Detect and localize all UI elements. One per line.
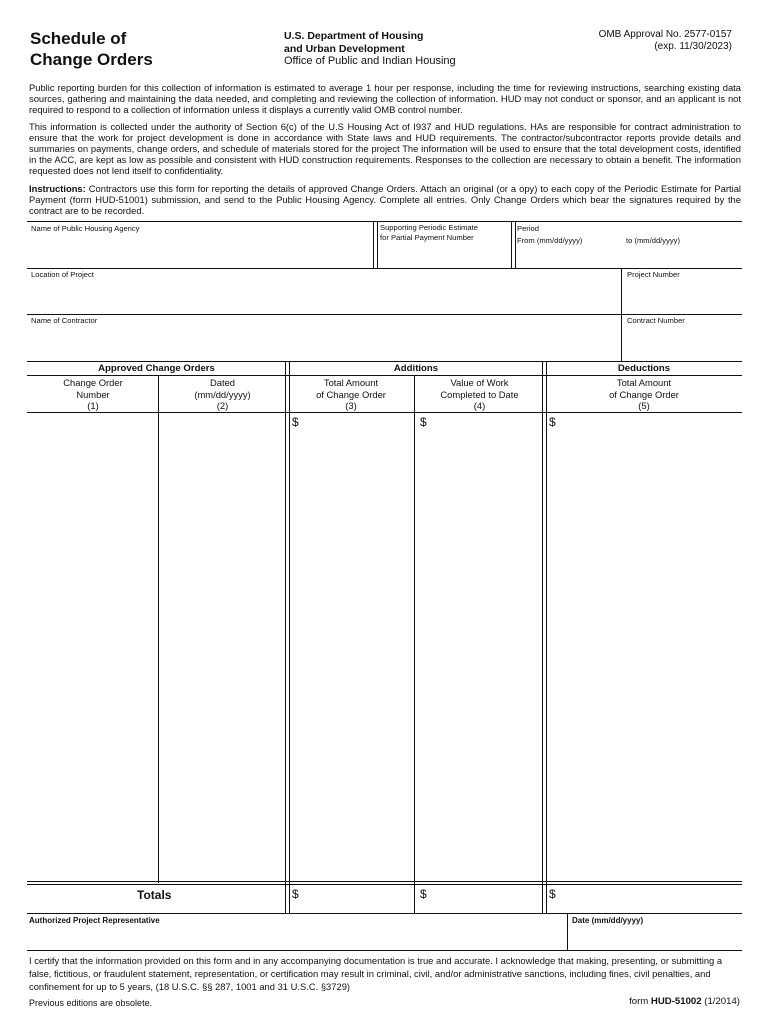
form-prefix: form [629,996,649,1007]
dollar-sign: $ [292,415,299,429]
col1-line2: Number [76,388,110,400]
form-id: HUD-51002 [650,996,702,1007]
dollar-sign: $ [292,887,299,901]
form-date: (1/2014) [704,996,740,1007]
from-date-input[interactable] [517,247,622,266]
change-order-number-cells[interactable] [28,413,158,882]
estimate-number-input[interactable] [378,245,510,266]
authorized-rep-signature[interactable] [28,927,565,949]
dollar-sign: $ [420,415,427,429]
project-number-label: Project Number [627,270,680,279]
contract-number-label: Contract Number [627,316,685,325]
dollar-sign: $ [420,887,427,901]
rule [27,375,742,376]
title-line-1: Schedule of [30,29,127,48]
value-of-work-cells[interactable] [416,430,541,882]
estimate-label-line-1: Supporting Periodic Estimate [380,223,478,232]
rule [27,361,742,362]
col3-line2: of Change Order [316,388,386,400]
date-label: Date (mm/dd/yyyy) [572,916,644,925]
form-number [629,996,740,1007]
additions-total-cells[interactable] [290,430,413,882]
authorized-rep-label: Authorized Project Representative [29,916,160,925]
period-label: Period [517,224,539,233]
col-deductions-total [547,377,741,412]
additions-total-input[interactable] [302,886,412,912]
authority-statement: This information is collected under the authority of Section 6(c) of the U.S Housing Act of I937 and HUD regulations. HAs are responsible for contract administration to ensure that the work for project development is done in accordance with State laws and HUD requirements. The contractor/subcontractor reports provide details and summaries on payments, change orders, and schedule of materials stored for the project The information will be used to ensure that the total development costs, identified in the ACC, are kept as low as possible and consistent with HUD construction requirements. Responses to the collection are necessary to obtain a benefit. The information requested does not lend itself to confidentiality. [29,121,741,176]
contractor-input[interactable] [28,327,618,359]
to-date-input[interactable] [626,247,738,266]
deductions-total-cells[interactable] [547,430,741,882]
rule [27,268,742,269]
rule [27,913,742,914]
col3-line1: Total Amount [323,377,379,388]
from-label: From (mm/dd/yyyy) [517,236,583,245]
dollar-sign: $ [549,415,556,429]
department-block [284,30,514,68]
location-label: Location of Project [31,270,94,279]
col4-line2: Completed to Date [440,388,519,400]
previous-editions-note: Previous editions are obsolete. [29,998,153,1008]
col2-line3: (2) [216,400,229,411]
estimate-label-line-2: for Partial Payment Number [380,233,474,242]
signature-date-input[interactable] [570,927,740,949]
omb-approval [512,29,732,53]
certification-statement: I certify that the information provided on this form and in any accompanying documentation is true and accurate. I acknowledge that making, presenting, or submitting a false, fictitious, or fraudulent statement, representation, or certification may result in criminal, civil, and/or administrative sanctions, including fines, civil penalties, and confinement for up to 5 years, (18 U.S.C. §§ 287, 1001 and 31 U.S.C. §3729) [29,955,723,992]
form-title [30,28,230,70]
col1-line1: Change Order [63,377,123,388]
col4-line1: Value of Work [450,377,509,388]
dollar-sign: $ [549,887,556,901]
pha-label: Name of Public Housing Agency [31,224,140,233]
col4-line3: (4) [473,400,486,411]
divider [511,221,516,268]
burden-statement: Public reporting burden for this collection of information is estimated to average 1 hour per response, including the time for reviewing instructions, searching existing data sources, gathering and maintaining the data needed, and completing and reviewing the collection of information. HUD may not conduct or sponsor, and an applicant is not required to respond to a collection of information unless it displays a currently valid OMB control number. [29,82,741,115]
col5-line2: of Change Order [609,388,679,400]
estimate-label [380,223,478,243]
col5-line1: Total Amount [616,377,672,388]
rule [27,221,742,222]
location-input[interactable] [28,281,618,312]
group-deductions: Deductions [617,363,671,374]
col-dated [160,377,285,412]
rule [27,950,742,951]
instructions-label: Instructions: [29,183,86,194]
col3-line3: (3) [345,400,357,411]
dated-cells[interactable] [159,413,285,882]
to-label: to (mm/dd/yyyy) [626,236,681,245]
col5-line3: (5) [638,400,650,411]
totals-label: Totals [137,888,172,902]
value-of-work-total-input[interactable] [430,886,540,912]
divider [414,375,415,914]
group-additions: Additions [393,363,439,374]
divider [567,913,568,951]
omb-number: OMB Approval No. 2577-0157 [598,29,732,40]
project-number-input[interactable] [624,281,739,312]
instructions-text: Contractors use this form for reporting the details of approved Change Orders. Attach an original (or a opy) to each copy of the Periodic Estimate for Partial Payment (form HUD-51001) submission, and send to the Public Housing Agency. Complete all entries. Only Change Orders which bear the signatures required by the contract are to be recorded. [29,183,741,216]
divider [27,881,742,885]
col-change-order-number [28,377,158,412]
group-approved: Approved Change Orders [98,363,215,374]
deductions-total-input[interactable] [560,886,740,912]
instructions [29,183,741,216]
dept-line-1: U.S. Department of Housing [284,30,424,42]
col2-line2: (mm/dd/yyyy) [194,388,251,400]
col1-line3: (1) [87,400,99,411]
dept-line-2: and Urban Development [284,42,405,55]
rule [27,314,742,315]
title-line-2: Change Orders [30,50,153,69]
col2-line1: Dated [209,377,236,388]
contractor-label: Name of Contractor [31,316,98,325]
omb-expiration: (exp. 11/30/2023) [654,41,732,52]
pha-input[interactable] [28,234,373,266]
col-value-of-work [417,377,542,412]
office-name: Office of Public and Indian Housing [284,55,456,67]
col-additions-total [290,377,412,412]
contract-number-input[interactable] [624,327,739,359]
